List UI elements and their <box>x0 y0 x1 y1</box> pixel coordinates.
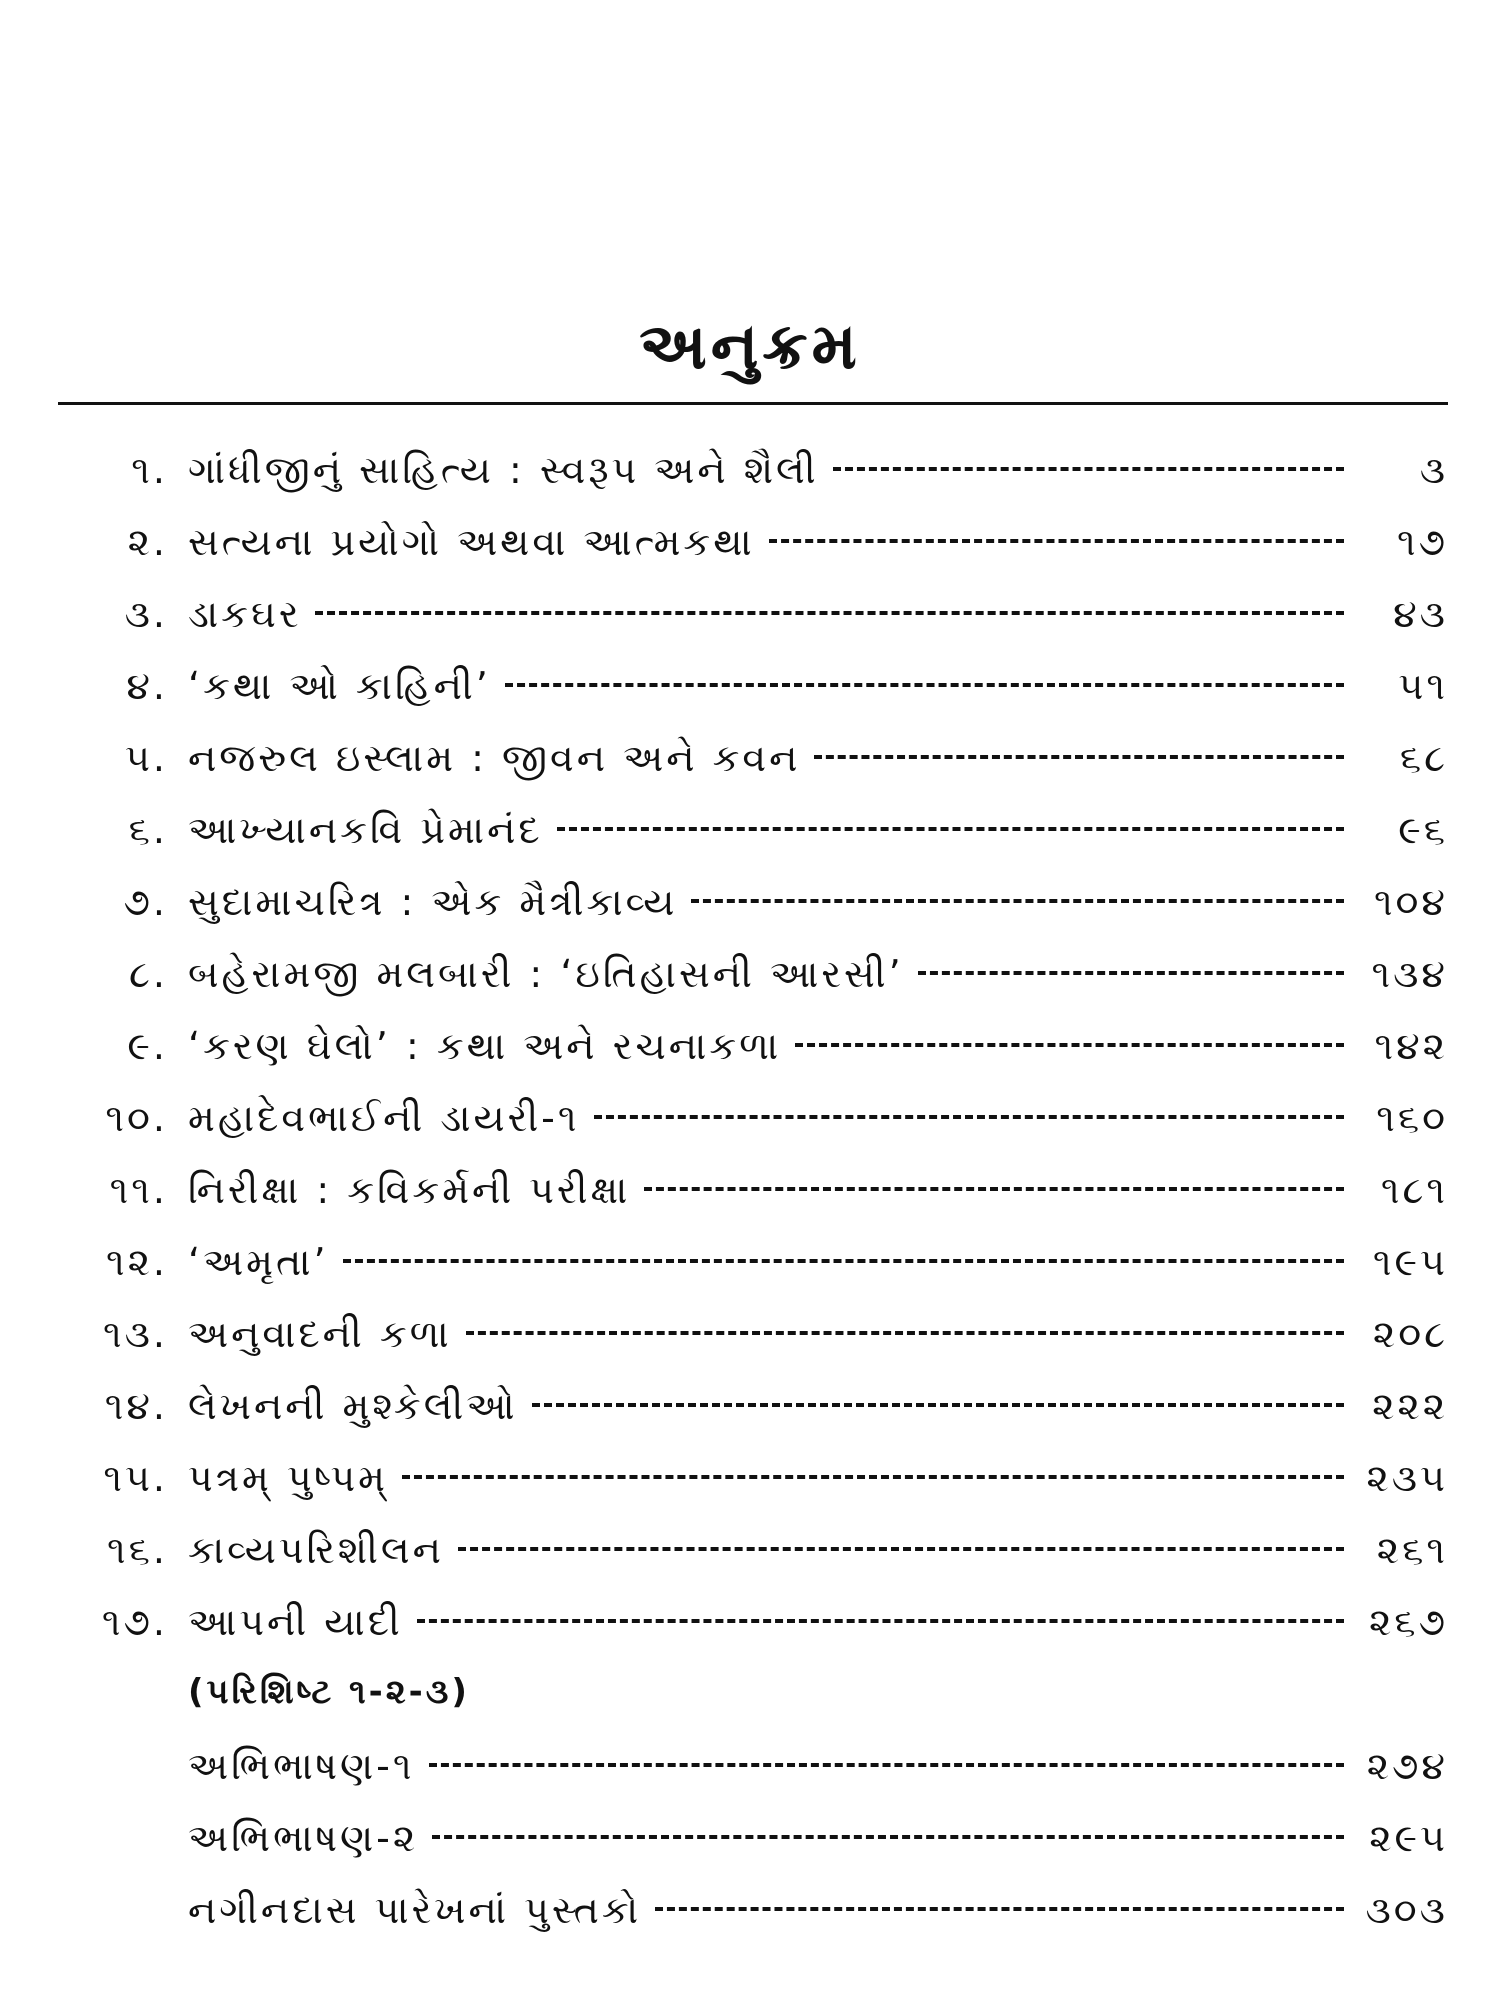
entry-title: પત્રમ્ પુષ્પમ્ <box>188 1456 389 1500</box>
dot-leader <box>432 1835 1344 1839</box>
entry-page: ૧૦૪ <box>1373 880 1448 924</box>
entry-page: ૧૩૪ <box>1371 952 1448 996</box>
toc-entry <box>58 952 1448 1024</box>
entry-page: ૧૪૨ <box>1374 1024 1448 1068</box>
dot-leader <box>402 1475 1344 1479</box>
dot-leader <box>532 1403 1344 1407</box>
entry-page: ૪૩ <box>1393 592 1448 636</box>
dot-leader <box>429 1763 1345 1767</box>
toc-entry <box>58 1024 1448 1096</box>
toc-entry <box>58 1312 1448 1384</box>
dot-leader <box>343 1259 1344 1263</box>
toc-entry <box>58 736 1448 808</box>
toc-entry <box>58 1096 1448 1168</box>
dot-leader <box>466 1331 1344 1335</box>
entry-number: ૧૪. <box>104 1384 168 1428</box>
entry-number: ૧૭. <box>101 1600 168 1644</box>
entry-title: આખ્યાનકવિ પ્રેમાનંદ <box>188 808 543 852</box>
appendix-heading-row <box>58 1672 1448 1744</box>
entry-page: ૧૭ <box>1396 520 1448 564</box>
appendix-entry <box>58 1888 1448 1960</box>
entry-number: ૯. <box>127 1024 168 1068</box>
toc-entry <box>58 1456 1448 1528</box>
dot-leader <box>644 1187 1344 1191</box>
entry-title: આપની યાદી <box>188 1600 403 1644</box>
dot-leader <box>505 683 1344 687</box>
entry-title: બહેરામજી મલબારી : ‘ઇતિહાસની આરસી’ <box>188 952 904 996</box>
entry-title: કાવ્યપરિશીલન <box>188 1528 444 1572</box>
entry-title: અભિભાષણ-૨ <box>188 1816 419 1860</box>
entry-number: ૪. <box>126 664 168 708</box>
page-title: અનુક્રમ <box>639 310 861 384</box>
entry-number: ૧૩. <box>102 1312 168 1356</box>
entry-number: ૮. <box>129 952 168 996</box>
entry-title: સુદામાચરિત્ર : એક મૈત્રીકાવ્ય <box>188 880 678 924</box>
entry-title: ‘કરણ ઘેલો’ : કથા અને રચનાકળા <box>188 1024 782 1068</box>
entry-title: ‘અમૃતા’ <box>188 1240 329 1284</box>
dot-leader <box>795 1043 1344 1047</box>
entry-title: ‘કથા ઓ કાહિની’ <box>188 664 491 708</box>
dot-leader <box>769 539 1344 543</box>
entry-title: ગાંધીજીનું સાહિત્ય : સ્વરૂપ અને શૈલી <box>188 448 819 492</box>
entry-title: મહાદેવભાઈની ડાયરી-૧ <box>188 1096 580 1140</box>
entry-number: ૨. <box>127 520 168 564</box>
entry-page: ૨૭૪ <box>1366 1744 1448 1788</box>
entry-page: ૯૬ <box>1398 808 1448 852</box>
toc-entry <box>58 664 1448 736</box>
entry-page: ૧૯૫ <box>1372 1240 1448 1284</box>
entry-page: ૩૦૩ <box>1365 1888 1448 1932</box>
entry-page: ૧૮૧ <box>1380 1168 1448 1212</box>
entry-number: ૬. <box>128 808 168 852</box>
toc-entry <box>58 592 1448 664</box>
entry-number: ૧૧. <box>109 1168 168 1212</box>
dot-leader <box>918 971 1344 975</box>
toc-entry <box>58 1528 1448 1600</box>
entry-page: ૬૮ <box>1399 736 1448 780</box>
entry-title: ડાકઘર <box>188 592 302 636</box>
entry-title: લેખનની મુશ્કેલીઓ <box>188 1384 518 1428</box>
entry-page: ૧૬૦ <box>1376 1096 1448 1140</box>
dot-leader <box>594 1115 1344 1119</box>
entry-number: ૧૦. <box>105 1096 168 1140</box>
entry-number: ૭. <box>123 880 168 924</box>
entry-page: ૨૦૮ <box>1372 1312 1448 1356</box>
toc-entry <box>58 1600 1448 1672</box>
entry-page: ૫૧ <box>1398 664 1448 708</box>
dot-leader <box>833 467 1344 471</box>
table-of-contents <box>58 448 1448 1960</box>
dot-leader <box>417 1619 1344 1623</box>
toc-entry <box>58 1168 1448 1240</box>
appendix-entry <box>58 1744 1448 1816</box>
dot-leader <box>814 755 1344 759</box>
entry-number: ૩. <box>124 592 168 636</box>
entry-number: ૧. <box>131 448 168 492</box>
dot-leader <box>315 611 1344 615</box>
toc-entry <box>58 808 1448 880</box>
appendix-entry <box>58 1816 1448 1888</box>
title-rule <box>58 402 1448 405</box>
entry-number: ૧૨. <box>105 1240 168 1284</box>
entry-title: નજરુલ ઇસ્લામ : જીવન અને કવન <box>188 736 801 780</box>
entry-title: નગીનદાસ પારેખનાં પુસ્તકો <box>188 1888 642 1932</box>
entry-page: ૨૨૨ <box>1372 1384 1448 1428</box>
entry-number: ૫. <box>124 736 168 780</box>
appendix-heading: (પરિશિષ્ટ ૧-૨-૩) <box>188 1672 470 1712</box>
entry-page: ૨૯૫ <box>1369 1816 1448 1860</box>
entry-title: સત્યના પ્રયોગો અથવા આત્મકથા <box>188 520 755 564</box>
dot-leader <box>691 899 1344 903</box>
entry-number: ૧૫. <box>103 1456 168 1500</box>
entry-page: ૨૬૧ <box>1376 1528 1448 1572</box>
toc-entry <box>58 1384 1448 1456</box>
entry-page: ૨૩૫ <box>1366 1456 1448 1500</box>
toc-entry <box>58 1240 1448 1312</box>
entry-title: અભિભાષણ-૧ <box>188 1744 415 1788</box>
toc-entry <box>58 880 1448 952</box>
entry-title: અનુવાદની કળા <box>188 1312 452 1356</box>
dot-leader <box>458 1547 1344 1551</box>
entry-page: ૩ <box>1419 448 1448 492</box>
dot-leader <box>557 827 1344 831</box>
entry-number: ૧૬. <box>107 1528 168 1572</box>
entry-title: નિરીક્ષા : કવિકર્મની પરીક્ષા <box>188 1168 631 1212</box>
entry-page: ૨૬૭ <box>1369 1600 1448 1644</box>
toc-entry <box>58 448 1448 520</box>
dot-leader <box>655 1907 1344 1911</box>
toc-entry <box>58 520 1448 592</box>
